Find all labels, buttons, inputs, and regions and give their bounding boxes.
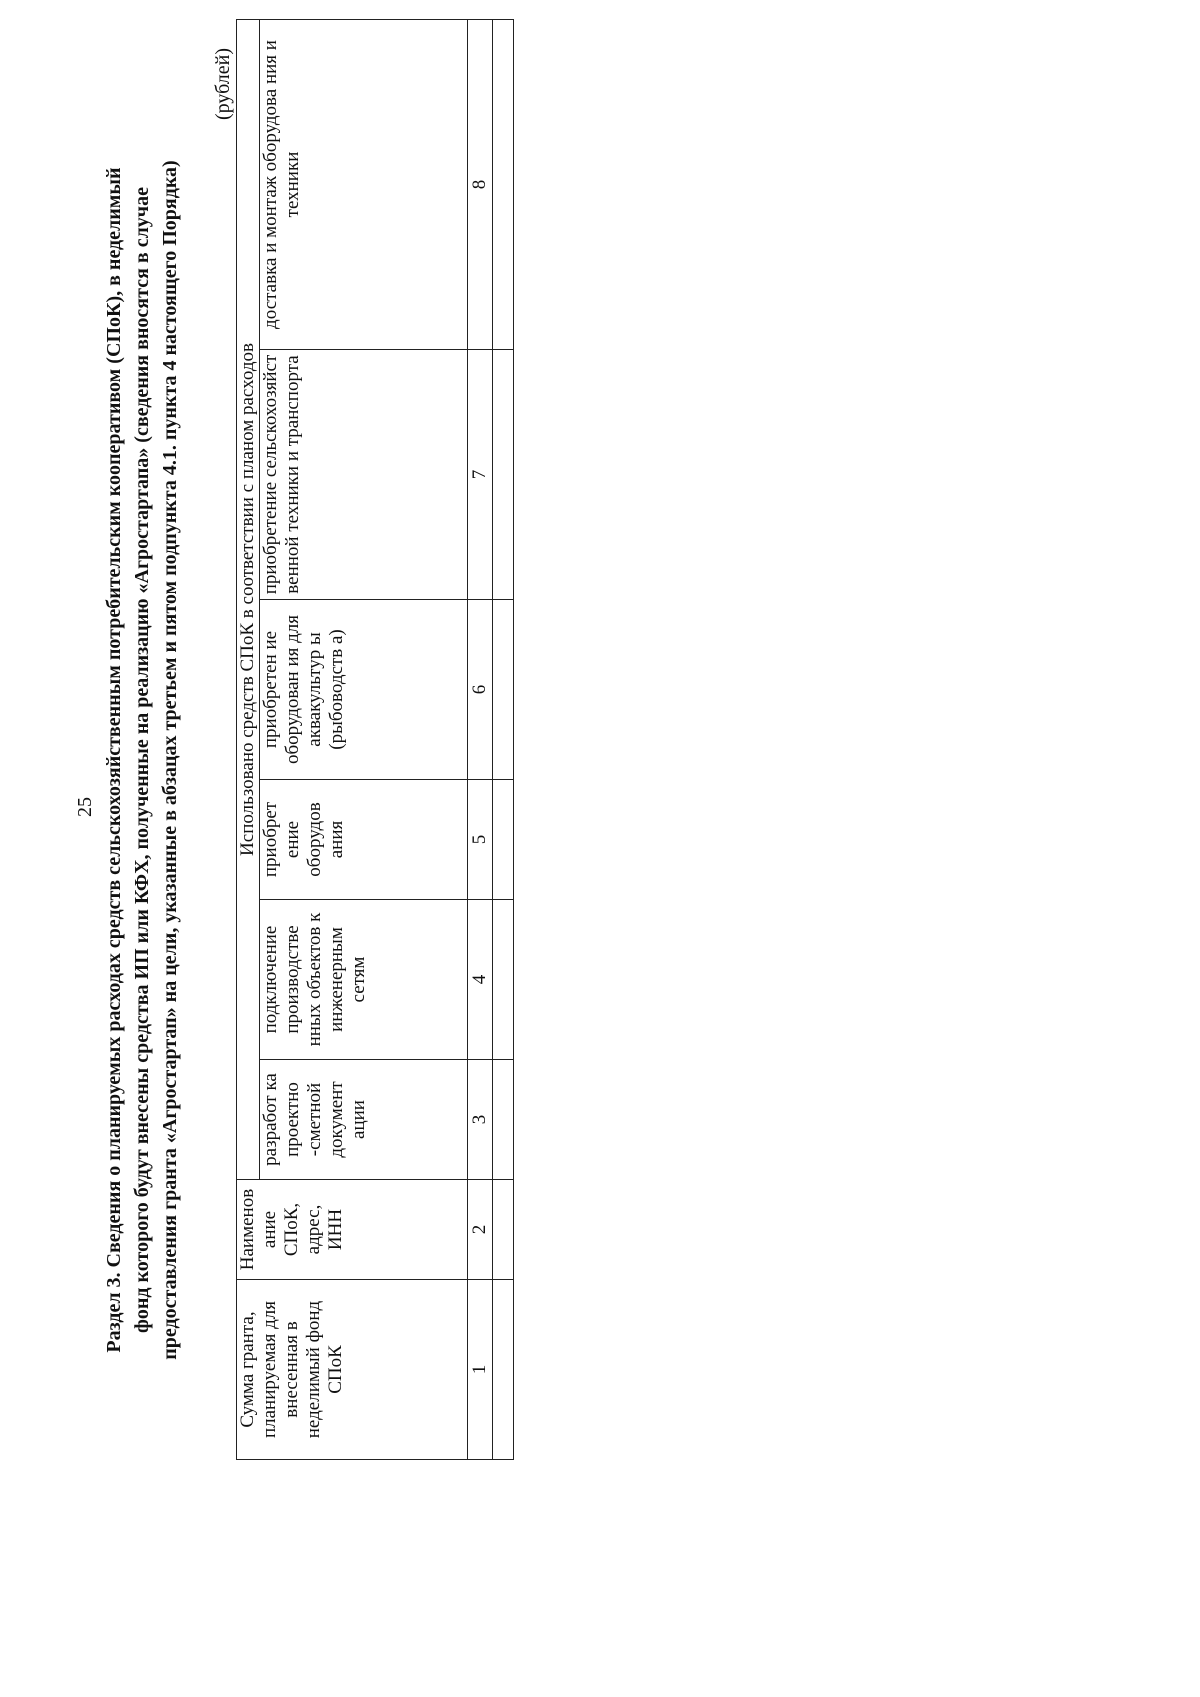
expense-table bbox=[236, 19, 514, 1460]
empty-cell bbox=[493, 780, 514, 900]
heading-line-1: Раздел 3. Сведения о планируемых расходах средств сельскохозяйственным потребительским кооперативом (СПоК), в неделимый bbox=[103, 167, 125, 1353]
section-heading bbox=[100, 20, 184, 1500]
empty-cell bbox=[493, 19, 514, 349]
column-number: 6 bbox=[468, 600, 493, 780]
table-header-row-1 bbox=[237, 19, 260, 1459]
empty-cell bbox=[493, 600, 514, 780]
column-number: 5 bbox=[468, 780, 493, 900]
header-equipment-purchase: приобрет ение оборудов ания bbox=[260, 780, 468, 900]
column-number: 4 bbox=[468, 900, 493, 1060]
column-number: 1 bbox=[468, 1280, 493, 1460]
column-number: 2 bbox=[468, 1180, 493, 1280]
empty-data-row bbox=[493, 19, 514, 1459]
column-number: 7 bbox=[468, 350, 493, 600]
header-used-funds-group: Использовано средств СПоК в соответствии с планом расходов bbox=[237, 19, 260, 1179]
column-number-row bbox=[468, 19, 493, 1459]
heading-line-3: предоставления гранта «Агростартап» на цели, указанные в абзацах третьем и пятом подпункта 4.1. пункта 4 настоящего Порядка) bbox=[159, 160, 181, 1360]
header-design-docs: разработ ка проектно -сметной документ ации bbox=[260, 1060, 468, 1180]
empty-cell bbox=[493, 1180, 514, 1280]
column-number: 8 bbox=[468, 19, 493, 349]
page-number: 25 bbox=[74, 797, 96, 817]
empty-cell bbox=[493, 1280, 514, 1460]
units-label: (рублей) bbox=[212, 47, 234, 120]
empty-cell bbox=[493, 350, 514, 600]
header-delivery-installation: доставка и монтаж оборудова ния и техники bbox=[260, 19, 468, 349]
empty-cell bbox=[493, 900, 514, 1060]
heading-line-2: фонд которого будут внесены средства ИП или КФХ, полученные на реализацию «Агростартапа» (сведения вносятся в случае bbox=[131, 187, 153, 1333]
header-spok-name: Наименов ание СПоК, адрес, ИНН bbox=[237, 1180, 468, 1280]
empty-cell bbox=[493, 1060, 514, 1180]
header-agri-machinery: приобретение сельскохозяйст венной техники и транспорта bbox=[260, 350, 468, 600]
rotated-page-content bbox=[10, 20, 570, 1630]
column-number: 3 bbox=[468, 1060, 493, 1180]
header-aquaculture-equipment: приобретен ие оборудован ия для аквакультур ы (рыбоводств а) bbox=[260, 600, 468, 780]
header-utility-connection: подключение производстве нных объектов к инженерным сетям bbox=[260, 900, 468, 1060]
header-grant-sum: Сумма гранта, планируемая для внесенная в неделимый фонд СПоК bbox=[237, 1280, 468, 1460]
